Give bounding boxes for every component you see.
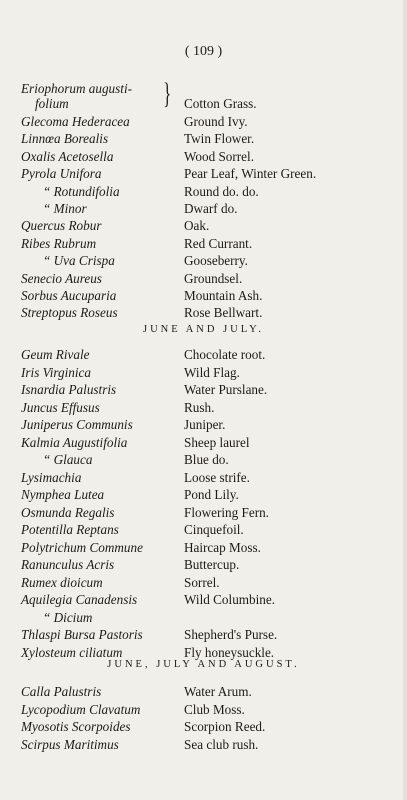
common-name: Cinquefoil. <box>184 522 244 537</box>
list-item <box>21 683 391 700</box>
list-item <box>21 304 391 321</box>
page-number: ( 109 ) <box>184 44 223 59</box>
latin-name: Osmunda Regalis <box>21 504 115 520</box>
common-name: Flowering Fern. <box>184 504 269 520</box>
common-name: Dwarf do. <box>184 201 238 216</box>
list-item <box>21 521 391 538</box>
section-heading-june-july: JUNE AND JULY. <box>143 324 264 335</box>
latin-name: Geum Rivale <box>21 347 90 362</box>
latin-name: Pyrola Unifora <box>21 166 102 182</box>
latin-name: Polytrichum Commune <box>21 539 143 555</box>
list-item <box>21 113 391 130</box>
latin-name: Juncus Effusus <box>21 399 100 415</box>
latin-name: Potentilla Reptans <box>21 522 119 537</box>
common-name: Wild Flag. <box>184 364 240 380</box>
common-name: Scorpion Reed. <box>184 719 266 735</box>
list-item <box>21 574 391 591</box>
first-entry-line2 <box>21 95 391 112</box>
latin-name: folium <box>35 96 69 111</box>
list-item <box>21 591 391 608</box>
common-name: Rose Bellwart. <box>184 305 263 321</box>
list-item <box>21 451 391 468</box>
latin-name: Linnœa Borealis <box>21 131 109 147</box>
list-item <box>21 130 391 147</box>
common-name: Chocolate root. <box>184 347 266 362</box>
latin-name: Rumex dioicum <box>21 574 103 590</box>
list-item <box>21 434 391 451</box>
list-item <box>21 364 391 381</box>
latin-name: Lycopodium Clavatum <box>21 701 141 717</box>
common-name: Mountain Ash. <box>184 288 263 303</box>
common-name: Fly honeysuckle. <box>184 644 275 660</box>
latin-name: Myosotis Scorpoides <box>21 719 131 735</box>
common-name: Red Currant. <box>184 235 253 251</box>
list-item <box>21 718 391 735</box>
common-name: Wood Sorrel. <box>184 148 254 164</box>
latin-name: “ Rotundifolia <box>43 183 120 199</box>
latin-name: Juniperus Communis <box>21 417 133 432</box>
latin-name: Xylosteum ciliatum <box>21 644 123 660</box>
list-item <box>21 235 391 252</box>
list-item <box>21 644 391 661</box>
list-item <box>21 148 391 165</box>
latin-name: Eriophorum augusti- <box>21 81 132 96</box>
common-name: Sheep laurel <box>184 434 250 450</box>
list-item <box>21 556 391 573</box>
latin-name: Kalmia Augustifolia <box>21 434 128 450</box>
latin-name: Oxalis Acetosella <box>21 148 114 164</box>
latin-name: Thlaspi Bursa Pastoris <box>21 627 143 642</box>
common-name: Oak. <box>184 218 210 234</box>
list-item <box>21 504 391 521</box>
common-name: Ground Ivy. <box>184 114 248 129</box>
common-name: Pond Lily. <box>184 487 239 502</box>
list-item <box>21 736 391 753</box>
latin-name: Isnardia Palustris <box>21 382 117 397</box>
list-item <box>21 165 391 182</box>
common-name: Shepherd's Purse. <box>184 627 278 642</box>
list-item <box>21 183 391 200</box>
latin-name: Scirpus Maritimus <box>21 736 119 752</box>
latin-name: Ribes Rubrum <box>21 235 97 251</box>
latin-name: Sorbus Aucuparia <box>21 288 117 303</box>
common-name: Round do. do. <box>184 183 259 199</box>
latin-name: “ Glauca <box>43 452 93 467</box>
common-name: Cotton Grass. <box>184 96 257 111</box>
common-name: Blue do. <box>184 452 229 467</box>
common-name: Loose strife. <box>184 469 250 485</box>
list-item <box>21 416 391 433</box>
common-name: Haircap Moss. <box>184 539 261 555</box>
brace-symbol: } <box>163 77 172 110</box>
common-name: Sea club rush. <box>184 736 259 752</box>
common-name: Twin Flower. <box>184 131 255 147</box>
list-item <box>21 486 391 503</box>
latin-name: Lysimachia <box>21 469 82 485</box>
common-name: Pear Leaf, Winter Green. <box>184 166 317 182</box>
list-item <box>21 539 391 556</box>
latin-name: Iris Virginica <box>21 364 91 380</box>
latin-name: “ Minor <box>43 201 87 216</box>
latin-name: Calla Palustris <box>21 684 102 699</box>
common-name: Sorrel. <box>184 574 220 590</box>
section-heading-june-july-august: JUNE, JULY AND AUGUST. <box>107 659 300 670</box>
common-name: Groundsel. <box>184 270 243 286</box>
list-item <box>21 200 391 217</box>
common-name: Gooseberry. <box>184 253 248 269</box>
latin-name: “ Uva Crispa <box>43 253 115 269</box>
list-item <box>21 287 391 304</box>
list-item <box>21 381 391 398</box>
latin-name: Quercus Robur <box>21 218 102 234</box>
common-name: Club Moss. <box>184 701 245 717</box>
latin-name: Streptopus Roseus <box>21 305 118 321</box>
common-name: Rush. <box>184 399 215 415</box>
page-edge <box>403 0 407 800</box>
common-name: Wild Columbine. <box>184 592 276 607</box>
common-name: Water Purslane. <box>184 382 268 397</box>
list-item <box>21 217 391 234</box>
list-item <box>21 626 391 643</box>
latin-name: Ranunculus Acris <box>21 557 115 572</box>
latin-name: Senecio Aureus <box>21 270 102 286</box>
list-item <box>21 609 391 626</box>
list-item <box>21 346 391 363</box>
common-name: Buttercup. <box>184 557 240 572</box>
list-item <box>21 701 391 718</box>
list-item <box>21 399 391 416</box>
latin-name: “ Dicium <box>43 609 93 625</box>
latin-name: Glecoma Hederacea <box>21 114 130 129</box>
common-name: Juniper. <box>184 417 226 432</box>
list-item <box>21 469 391 486</box>
latin-name: Nymphea Lutea <box>21 487 105 502</box>
latin-name: Aquilegia Canadensis <box>21 592 138 607</box>
common-name: Water Arum. <box>184 684 252 699</box>
list-item <box>21 270 391 287</box>
list-item <box>21 252 391 269</box>
